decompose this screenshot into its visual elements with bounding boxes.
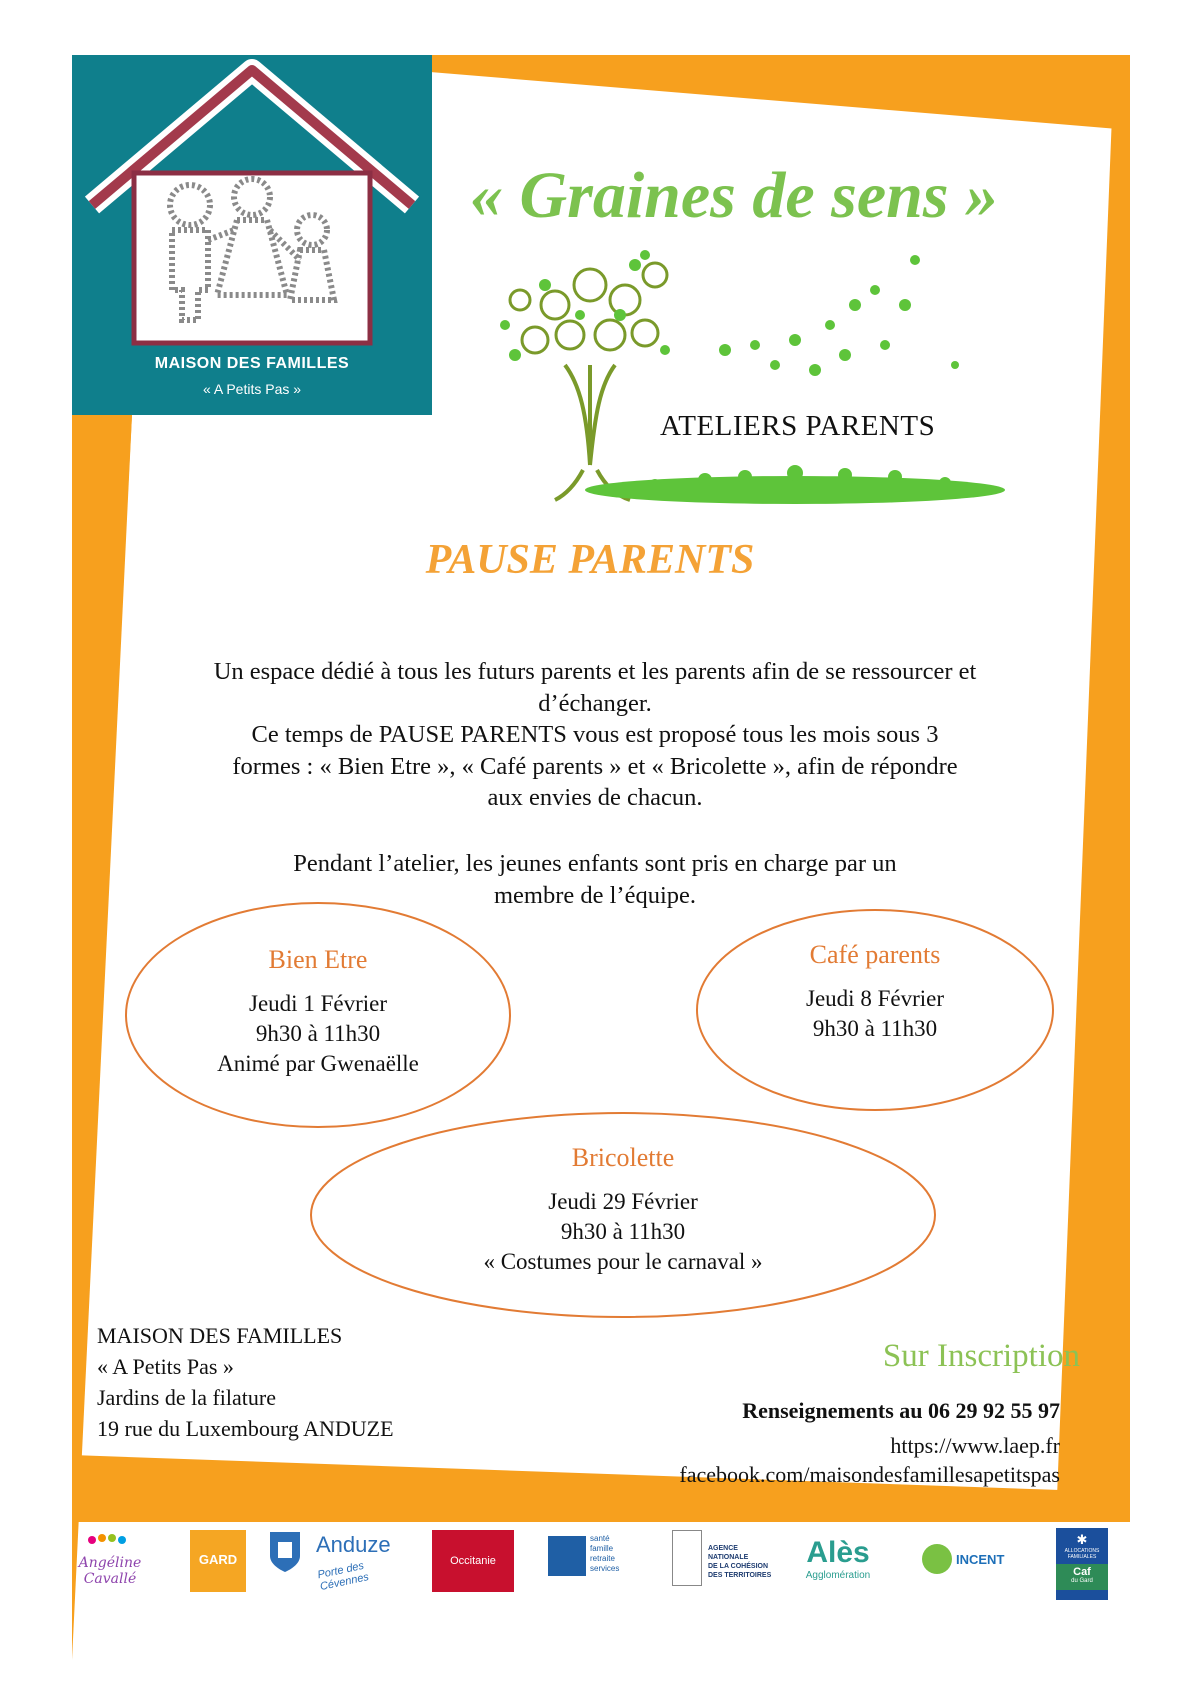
partner-text: retraite <box>590 1554 615 1563</box>
partner-text: Anduze <box>316 1532 391 1557</box>
website-link[interactable]: https://www.laep.fr <box>890 1433 1060 1458</box>
ball-icon <box>922 1544 952 1574</box>
inscription-label: Sur Inscription <box>882 1338 1080 1374</box>
session-time: 9h30 à 11h30 <box>812 1016 938 1041</box>
session-date: Jeudi 29 Février <box>548 1189 698 1214</box>
partner-text: Agglomération <box>805 1570 871 1581</box>
cavalle-logo <box>70 1530 150 1592</box>
session-time: 9h30 à 11h30 <box>560 1219 686 1244</box>
partner-text: Angéline <box>78 1555 142 1571</box>
snowflake-icon: ✱ <box>1076 1532 1088 1547</box>
session-time: 9h30 à 11h30 <box>255 1021 381 1046</box>
partner-text: famille <box>590 1544 614 1553</box>
session-bien-etre <box>160 945 476 1079</box>
people-icon <box>70 1530 150 1550</box>
anct-text <box>708 1544 771 1580</box>
session-cafe-parents <box>720 940 1030 1044</box>
partner-text: FAMILIALES <box>1067 1554 1097 1560</box>
partner-text: santé <box>590 1534 610 1543</box>
address-block <box>97 1320 394 1444</box>
castle-icon <box>268 1530 302 1572</box>
occitanie-logo <box>432 1530 514 1592</box>
gard-logo <box>190 1530 246 1592</box>
partner-text: Cavallé <box>83 1571 137 1587</box>
session-date: Jeudi 8 Février <box>806 986 944 1011</box>
msa-text <box>590 1534 619 1574</box>
partner-text: DE LA COHÉSION <box>708 1563 769 1570</box>
partner-text: Alès <box>806 1536 870 1569</box>
session-detail: Animé par Gwenaëlle <box>217 1051 419 1076</box>
partner-text: Occitanie <box>450 1555 496 1567</box>
partner-text: ALLOCATIONS <box>1064 1548 1100 1554</box>
session-title: Bien Etre <box>268 945 368 974</box>
samuel-vincent-logo <box>922 1530 1020 1592</box>
address-line: 19 rue du Luxembourg ANDUZE <box>97 1416 394 1441</box>
marianne-icon <box>672 1530 702 1586</box>
partner-text: Porte des Cévennes <box>316 1559 370 1594</box>
address-line: Jardins de la filature <box>97 1385 276 1410</box>
caf-green-band <box>1056 1564 1108 1590</box>
partner-text: DES TERRITOIRES <box>708 1572 772 1579</box>
intro-line: Un espace dédié à tous les futurs parents et les parents afin de se ressourcer et <box>213 658 977 685</box>
partner-text: NATIONALE <box>708 1554 749 1561</box>
session-bricolette <box>413 1143 833 1277</box>
intro-line: d’échanger. <box>538 689 652 717</box>
msa-logo <box>548 1530 638 1592</box>
partner-text: INCENT <box>956 1552 1005 1567</box>
note-line: Pendant l’atelier, les jeunes enfants sont pris en charge par un <box>293 850 897 877</box>
phone-info: Renseignements au 06 29 92 55 97 <box>742 1398 1060 1423</box>
intro-line: Ce temps de PAUSE PARENTS vous est proposé tous les mois sous 3 <box>251 721 939 748</box>
session-title: Bricolette <box>571 1143 675 1172</box>
session-title: Café parents <box>809 940 941 969</box>
partner-text: du Gard <box>1071 1578 1093 1584</box>
section-title: PAUSE PARENTS <box>425 537 755 583</box>
partner-text: services <box>590 1564 620 1573</box>
intro-line: formes : « Bien Etre », « Café parents » et « Bricolette », afin de répondre <box>232 752 958 780</box>
caf-logo <box>1056 1528 1108 1600</box>
partner-text: AGENCE <box>708 1545 738 1552</box>
page-title: « Graines de sens » <box>470 159 999 232</box>
msa-icon <box>548 1536 586 1576</box>
anduze-logo <box>268 1530 408 1592</box>
session-date: Jeudi 1 Février <box>249 991 387 1016</box>
facebook-link[interactable]: facebook.com/maisondesfamillesapetitspas <box>679 1462 1060 1487</box>
ales-logo <box>790 1530 886 1592</box>
partner-text: GARD <box>198 1552 238 1567</box>
address-line: MAISON DES FAMILLES <box>97 1323 343 1348</box>
partner-text: Caf <box>1073 1566 1091 1578</box>
logo-name: MAISON DES FAMILLES <box>154 355 350 372</box>
address-line: « A Petits Pas » <box>97 1354 234 1379</box>
ateliers-label: ATELIERS PARENTS <box>660 410 936 442</box>
intro-line: aux envies de chacun. <box>487 784 703 811</box>
logo-subtitle: « A Petits Pas » <box>202 381 302 397</box>
note-line: membre de l’équipe. <box>493 881 697 909</box>
anct-logo <box>672 1530 772 1592</box>
session-detail: « Costumes pour le carnaval » <box>483 1249 763 1274</box>
